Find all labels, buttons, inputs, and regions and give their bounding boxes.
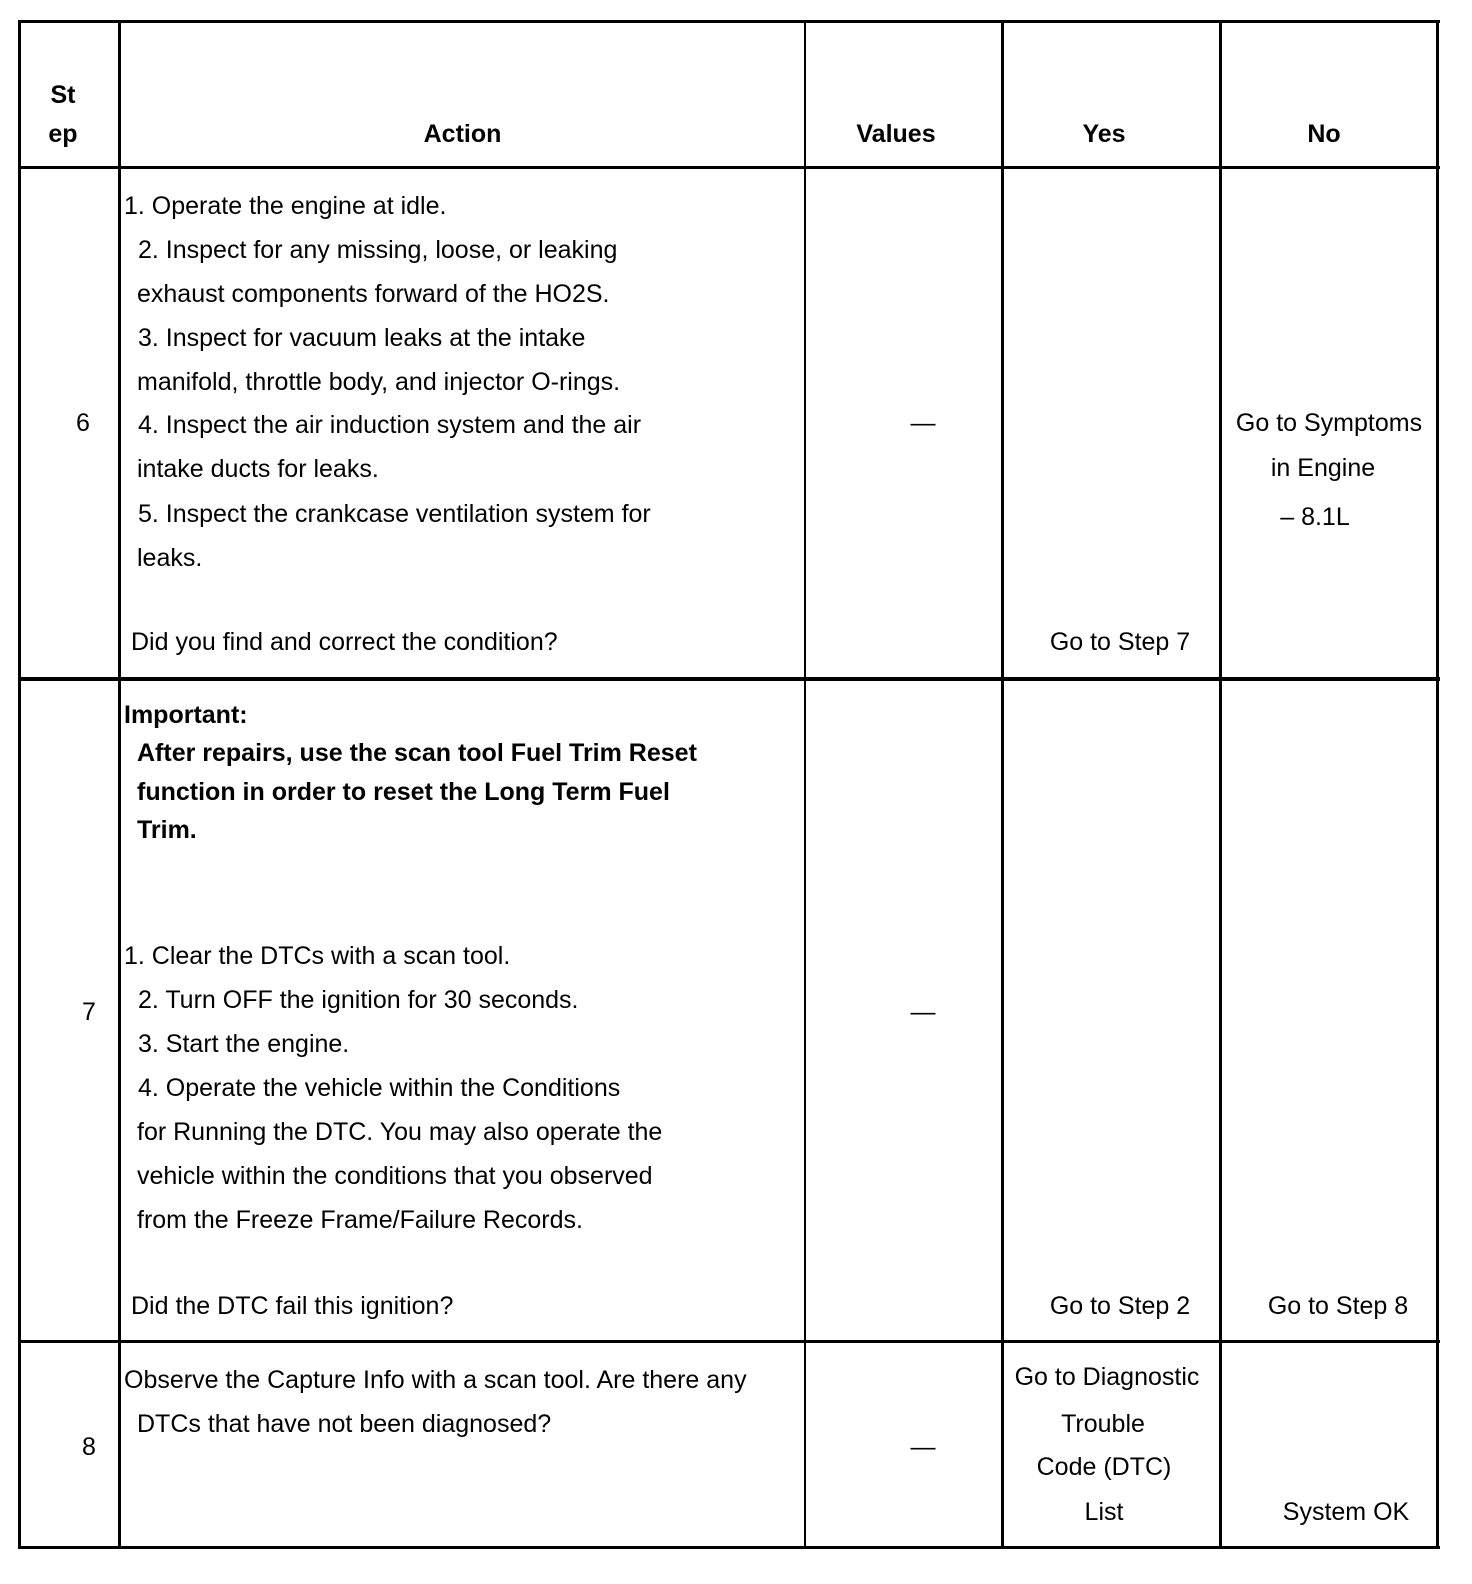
action-line: Observe the Capture Info with a scan tool. Are there any bbox=[124, 1366, 747, 1394]
yes-result: Go to Step 7 bbox=[1049, 628, 1191, 656]
no-result: Go to Step 8 bbox=[1267, 1292, 1409, 1320]
action-line: 1. Clear the DTCs with a scan tool. bbox=[124, 942, 511, 970]
important-label: Important: bbox=[124, 701, 248, 729]
action-question: Did the DTC fail this ignition? bbox=[131, 1292, 454, 1320]
header-values: Values bbox=[856, 120, 936, 148]
step-number: 7 bbox=[82, 998, 96, 1026]
step-number: 8 bbox=[82, 1433, 96, 1461]
action-line: 2. Inspect for any missing, loose, or leaking bbox=[138, 236, 618, 264]
header-action: Action bbox=[423, 120, 502, 148]
yes-result: Go to Step 2 bbox=[1049, 1292, 1191, 1320]
row-divider bbox=[18, 1340, 1440, 1343]
table-border-left bbox=[18, 20, 21, 1549]
action-line: for Running the DTC. You may also operate the bbox=[137, 1118, 663, 1146]
action-line: 4. Operate the vehicle within the Conditions bbox=[138, 1074, 621, 1102]
column-divider bbox=[118, 20, 121, 1549]
action-line: manifold, throttle body, and injector O-rings. bbox=[137, 368, 621, 396]
action-line: 3. Inspect for vacuum leaks at the intake bbox=[138, 324, 586, 352]
value-dash: — bbox=[910, 998, 936, 1026]
yes-result-line: List bbox=[1084, 1498, 1124, 1526]
no-result-line: Go to Symptoms bbox=[1235, 409, 1423, 437]
table-border-bottom bbox=[18, 1546, 1440, 1549]
action-line: 4. Inspect the air induction system and the air bbox=[138, 411, 642, 439]
action-line: from the Freeze Frame/Failure Records. bbox=[137, 1206, 583, 1234]
action-line: 2. Turn OFF the ignition for 30 seconds. bbox=[138, 986, 579, 1014]
table-border-right bbox=[1436, 20, 1439, 1549]
action-line: 3. Start the engine. bbox=[138, 1030, 350, 1058]
header-divider bbox=[18, 166, 1440, 169]
action-line: leaks. bbox=[137, 544, 203, 572]
important-note-line: After repairs, use the scan tool Fuel Trim Reset bbox=[137, 739, 697, 767]
value-dash: — bbox=[910, 409, 936, 437]
header-step-line-1: St bbox=[50, 81, 76, 109]
column-divider bbox=[804, 20, 806, 1549]
yes-result-line: Trouble bbox=[1061, 1410, 1145, 1438]
no-result: System OK bbox=[1282, 1498, 1410, 1526]
row-divider bbox=[18, 677, 1440, 681]
column-divider bbox=[1001, 20, 1004, 1549]
header-yes: Yes bbox=[1082, 120, 1126, 148]
no-result-line: in Engine bbox=[1270, 454, 1376, 482]
header-no: No bbox=[1307, 120, 1341, 148]
action-line: 5. Inspect the crankcase ventilation system for bbox=[138, 500, 651, 528]
important-note-line: function in order to reset the Long Term Fuel bbox=[137, 778, 670, 806]
action-line: intake ducts for leaks. bbox=[137, 455, 379, 483]
column-divider bbox=[1219, 20, 1222, 1549]
header-step-line-2: ep bbox=[48, 120, 78, 148]
table-border-top bbox=[18, 20, 1440, 23]
action-line: 1. Operate the engine at idle. bbox=[124, 192, 447, 220]
no-result-line: – 8.1L bbox=[1280, 503, 1350, 531]
action-question: Did you find and correct the condition? bbox=[131, 628, 558, 656]
value-dash: — bbox=[910, 1433, 936, 1461]
yes-result-line: Code (DTC) bbox=[1036, 1453, 1172, 1481]
step-number: 6 bbox=[76, 409, 90, 437]
action-line: DTCs that have not been diagnosed? bbox=[137, 1410, 552, 1438]
yes-result-line: Go to Diagnostic bbox=[1014, 1363, 1200, 1391]
action-line: exhaust components forward of the HO2S. bbox=[137, 280, 610, 308]
important-note-line: Trim. bbox=[137, 816, 197, 844]
action-line: vehicle within the conditions that you observed bbox=[137, 1162, 653, 1190]
